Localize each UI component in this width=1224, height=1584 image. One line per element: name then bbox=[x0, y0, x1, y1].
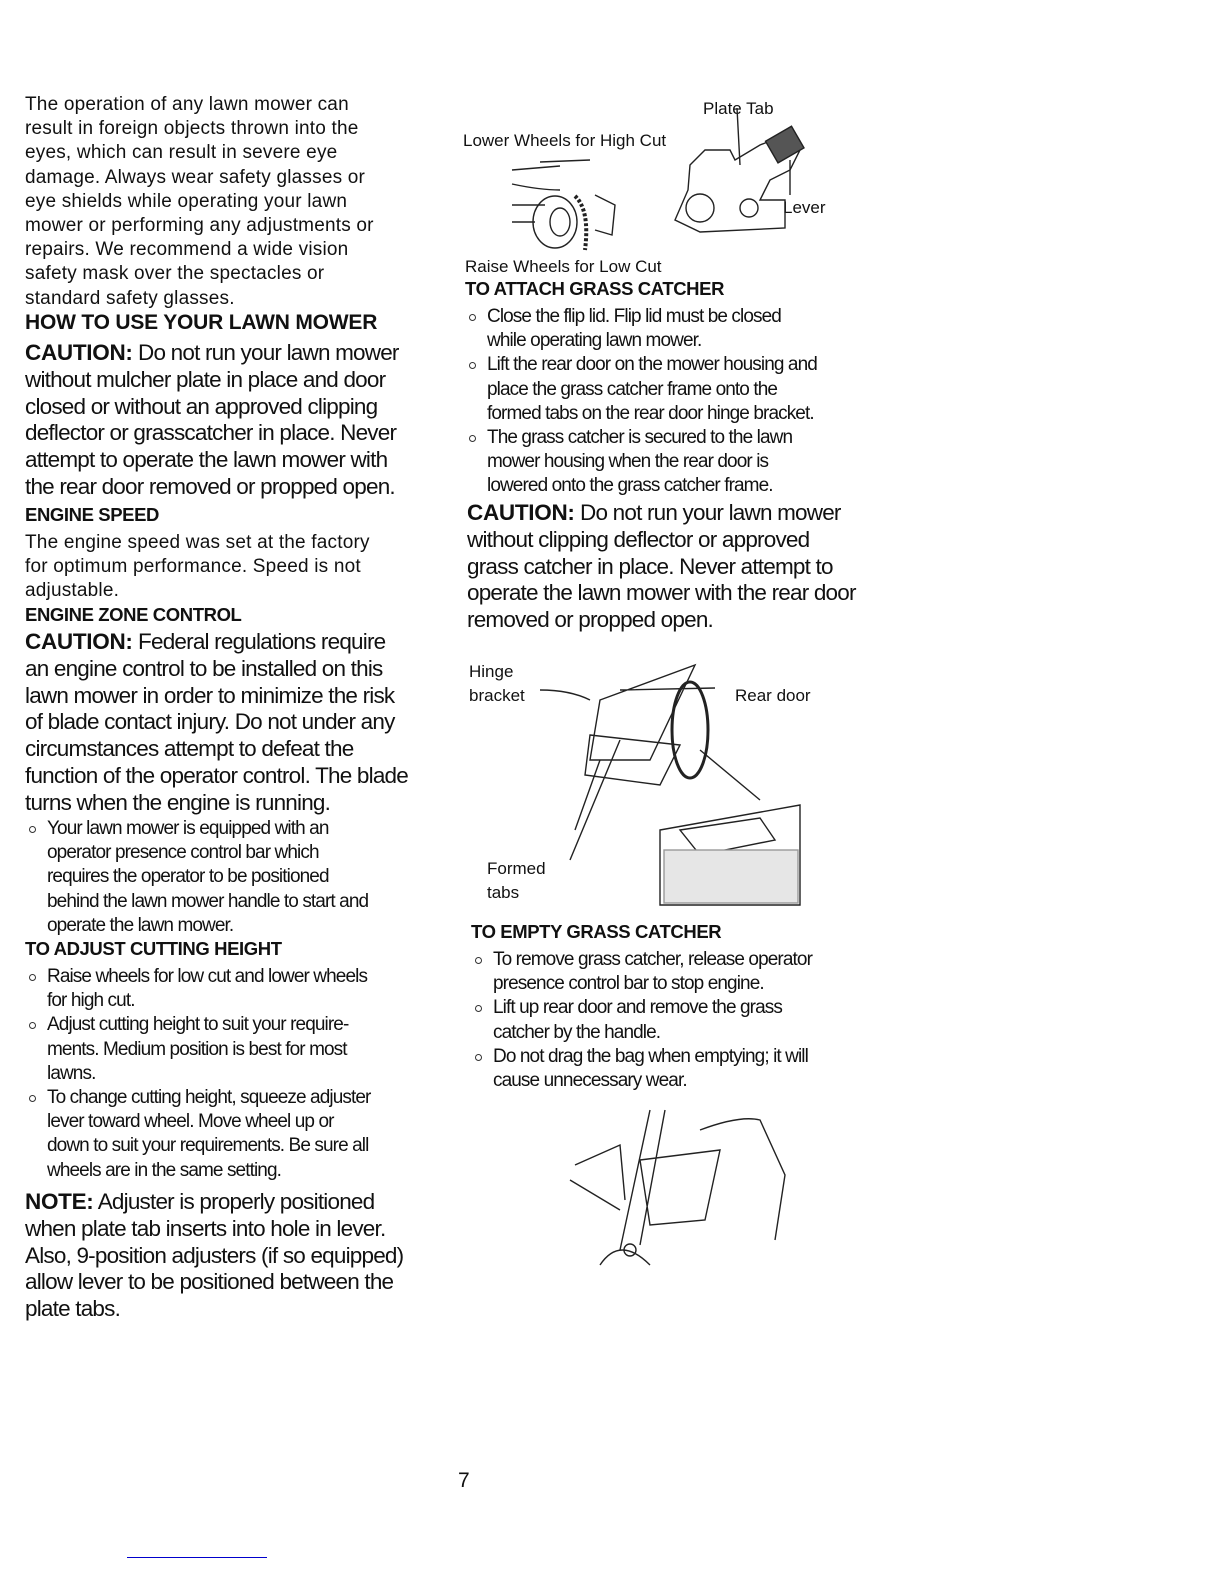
text-line: safety mask over the spectacles or bbox=[25, 263, 325, 285]
bullet-icon bbox=[469, 314, 476, 321]
text-line: lever toward wheel. Move wheel up or bbox=[47, 1111, 334, 1133]
label-hinge: Hinge bbox=[469, 662, 514, 681]
bullet-item bbox=[25, 965, 370, 1013]
text-line: down to suit your requirements. Be sure all bbox=[47, 1135, 369, 1157]
caution-mulcher bbox=[25, 340, 399, 501]
text-line: for optimum performance. Speed is not bbox=[25, 556, 361, 578]
first-line bbox=[25, 629, 408, 656]
engine-zone-heading: ENGINE ZONE CONTROL bbox=[25, 604, 242, 625]
how-to-use-heading: HOW TO USE YOUR LAWN MOWER bbox=[25, 311, 378, 334]
text-line: removed or propped open. bbox=[467, 607, 713, 633]
text-line: eyes, which can result in severe eye bbox=[25, 142, 338, 164]
text-line: Adjuster is properly positioned bbox=[97, 1189, 375, 1214]
text-line: Also, 9-position adjusters (if so equipped) bbox=[25, 1242, 404, 1268]
text-line: eye shields while operating your lawn bbox=[25, 190, 348, 212]
bullet-item bbox=[25, 1086, 370, 1183]
text-line: grass catcher in place. Never attempt to bbox=[467, 553, 833, 579]
cutting-height-heading: TO ADJUST CUTTING HEIGHT bbox=[25, 938, 282, 959]
text-line: without clipping deflector or approved bbox=[467, 526, 810, 552]
zone-bullets bbox=[25, 817, 368, 938]
caution-label: CAUTION: bbox=[25, 340, 133, 365]
text-line: Lift up rear door and remove the grass bbox=[493, 997, 782, 1019]
text-line: circumstances attempt to defeat the bbox=[25, 736, 354, 762]
footer-rule bbox=[127, 1557, 267, 1558]
text-line: To remove grass catcher, release operator bbox=[493, 949, 812, 970]
text-line: without mulcher plate in place and door bbox=[25, 366, 386, 392]
text-line: operate the lawn mower. bbox=[47, 914, 234, 936]
engine-speed-paragraph bbox=[25, 531, 370, 604]
text-line: The operation of any lawn mower can bbox=[25, 94, 349, 115]
text-line: turns when the engine is running. bbox=[25, 789, 331, 815]
label-raise-wheels: Raise Wheels for Low Cut bbox=[465, 257, 662, 276]
text-line: operate the lawn mower with the rear door bbox=[467, 580, 856, 606]
cutting-bullets bbox=[25, 965, 370, 1183]
text-line: cause unnecessary wear. bbox=[493, 1070, 687, 1092]
text-line: result in foreign objects thrown into the bbox=[25, 118, 359, 140]
bullet-icon bbox=[29, 974, 36, 981]
bullet-icon bbox=[475, 1054, 482, 1061]
text-line: The engine speed was set at the factory bbox=[25, 532, 370, 553]
attach-bullets bbox=[465, 305, 817, 499]
bullet-icon bbox=[29, 826, 36, 833]
caution-label: CAUTION: bbox=[467, 500, 575, 525]
text-line: Do not run your lawn mower bbox=[138, 340, 399, 365]
first-line bbox=[25, 340, 399, 367]
caution-label: CAUTION: bbox=[25, 629, 133, 654]
text-line: wheels are in the same setting. bbox=[47, 1159, 282, 1181]
text-line: of blade contact injury. Do not under any bbox=[25, 709, 395, 735]
note-paragraph bbox=[25, 1189, 403, 1323]
text-line: attempt to operate the lawn mower with bbox=[25, 447, 388, 473]
text-line: while operating lawn mower. bbox=[487, 330, 702, 352]
text-line: behind the lawn mower handle to start and bbox=[47, 890, 369, 912]
text-line: formed tabs on the rear door hinge bracket. bbox=[487, 402, 814, 424]
text-line: Federal regulations require bbox=[138, 629, 386, 654]
text-line: the rear door removed or propped open. bbox=[25, 473, 395, 499]
bullet-item bbox=[471, 1045, 812, 1093]
first-line bbox=[25, 1189, 403, 1216]
text-line: ments. Medium position is best for most bbox=[47, 1038, 347, 1060]
bullet-icon bbox=[475, 1005, 482, 1012]
caution-federal bbox=[25, 629, 408, 817]
text-line: closed or without an approved clipping bbox=[25, 393, 378, 419]
bullet-item bbox=[471, 948, 812, 996]
text-line: function of the operator control. The blade bbox=[25, 762, 408, 788]
intro-paragraph bbox=[25, 93, 374, 311]
text-line: standard safety glasses. bbox=[25, 287, 235, 309]
text-line: To change cutting height, squeeze adjuster bbox=[47, 1087, 371, 1109]
text-line: presence control bar to stop engine. bbox=[493, 973, 764, 995]
caution-clipping bbox=[467, 500, 856, 634]
bullet-item bbox=[465, 305, 817, 353]
bullet-item bbox=[465, 426, 817, 499]
text-line: lawns. bbox=[47, 1062, 96, 1084]
empty-bullets bbox=[471, 948, 812, 1093]
text-line: catcher by the handle. bbox=[493, 1021, 661, 1043]
bullet-icon bbox=[29, 1022, 36, 1029]
text-line: Adjust cutting height to suit your require- bbox=[47, 1014, 349, 1036]
label-rear-door: Rear door bbox=[735, 686, 811, 705]
label-plate-tab: Plate Tab bbox=[703, 99, 774, 118]
text-line: plate tabs. bbox=[25, 1296, 121, 1322]
text-line: allow lever to be positioned between the bbox=[25, 1269, 394, 1295]
text-line: lawn mower in order to minimize the risk bbox=[25, 682, 395, 708]
text-line: Do not drag the bag when emptying; it will bbox=[493, 1045, 808, 1067]
text-line: lowered onto the grass catcher frame. bbox=[487, 475, 773, 497]
text-line: The grass catcher is secured to the lawn bbox=[487, 427, 793, 449]
emptying-catcher-illustration bbox=[0, 0, 1, 1]
text-line: Your lawn mower is equipped with an bbox=[47, 818, 329, 839]
first-line bbox=[467, 500, 856, 527]
attach-catcher-heading: TO ATTACH GRASS CATCHER bbox=[465, 278, 725, 299]
text-line: requires the operator to be positioned bbox=[47, 866, 329, 888]
text-line: mower or performing any adjustments or bbox=[25, 215, 374, 237]
text-line: damage. Always wear safety glasses or bbox=[25, 166, 366, 188]
text-line: an engine control to be installed on this bbox=[25, 655, 383, 681]
engine-speed-heading: ENGINE SPEED bbox=[25, 504, 159, 525]
bullet-icon bbox=[475, 957, 482, 964]
bullet-icon bbox=[469, 362, 476, 369]
text-line: when plate tab inserts into hole in lever. bbox=[25, 1215, 386, 1241]
label-lower-wheels: Lower Wheels for High Cut bbox=[463, 131, 667, 150]
text-line: Lift the rear door on the mower housing and bbox=[487, 354, 817, 376]
label-formed: Formed bbox=[487, 859, 546, 878]
text-line: Do not run your lawn mower bbox=[580, 500, 841, 525]
text-line: place the grass catcher frame onto the bbox=[487, 378, 778, 400]
empty-catcher-heading: TO EMPTY GRASS CATCHER bbox=[471, 921, 722, 942]
text-line: mower housing when the rear door is bbox=[487, 451, 769, 473]
text-line: operator presence control bar which bbox=[47, 842, 319, 864]
text-line: deflector or grasscatcher in place. Never bbox=[25, 420, 397, 446]
label-tabs: tabs bbox=[487, 883, 520, 902]
label-lever: Lever bbox=[783, 198, 826, 217]
bullet-item bbox=[471, 996, 812, 1044]
bullet-item bbox=[465, 353, 817, 426]
label-bracket: bracket bbox=[469, 686, 525, 705]
text-line: Raise wheels for low cut and lower wheels bbox=[47, 966, 368, 987]
bullet-icon bbox=[29, 1095, 36, 1102]
bullet-item bbox=[25, 1013, 370, 1086]
text-line: repairs. We recommend a wide vision bbox=[25, 239, 349, 261]
bullet-icon bbox=[469, 435, 476, 442]
text-line: Close the flip lid. Flip lid must be closed bbox=[487, 306, 781, 327]
caution-label: NOTE: bbox=[25, 1189, 94, 1214]
page-number: 7 bbox=[458, 1469, 470, 1492]
text-line: for high cut. bbox=[47, 990, 135, 1012]
bullet-item bbox=[25, 817, 368, 938]
text-line: adjustable. bbox=[25, 580, 120, 602]
